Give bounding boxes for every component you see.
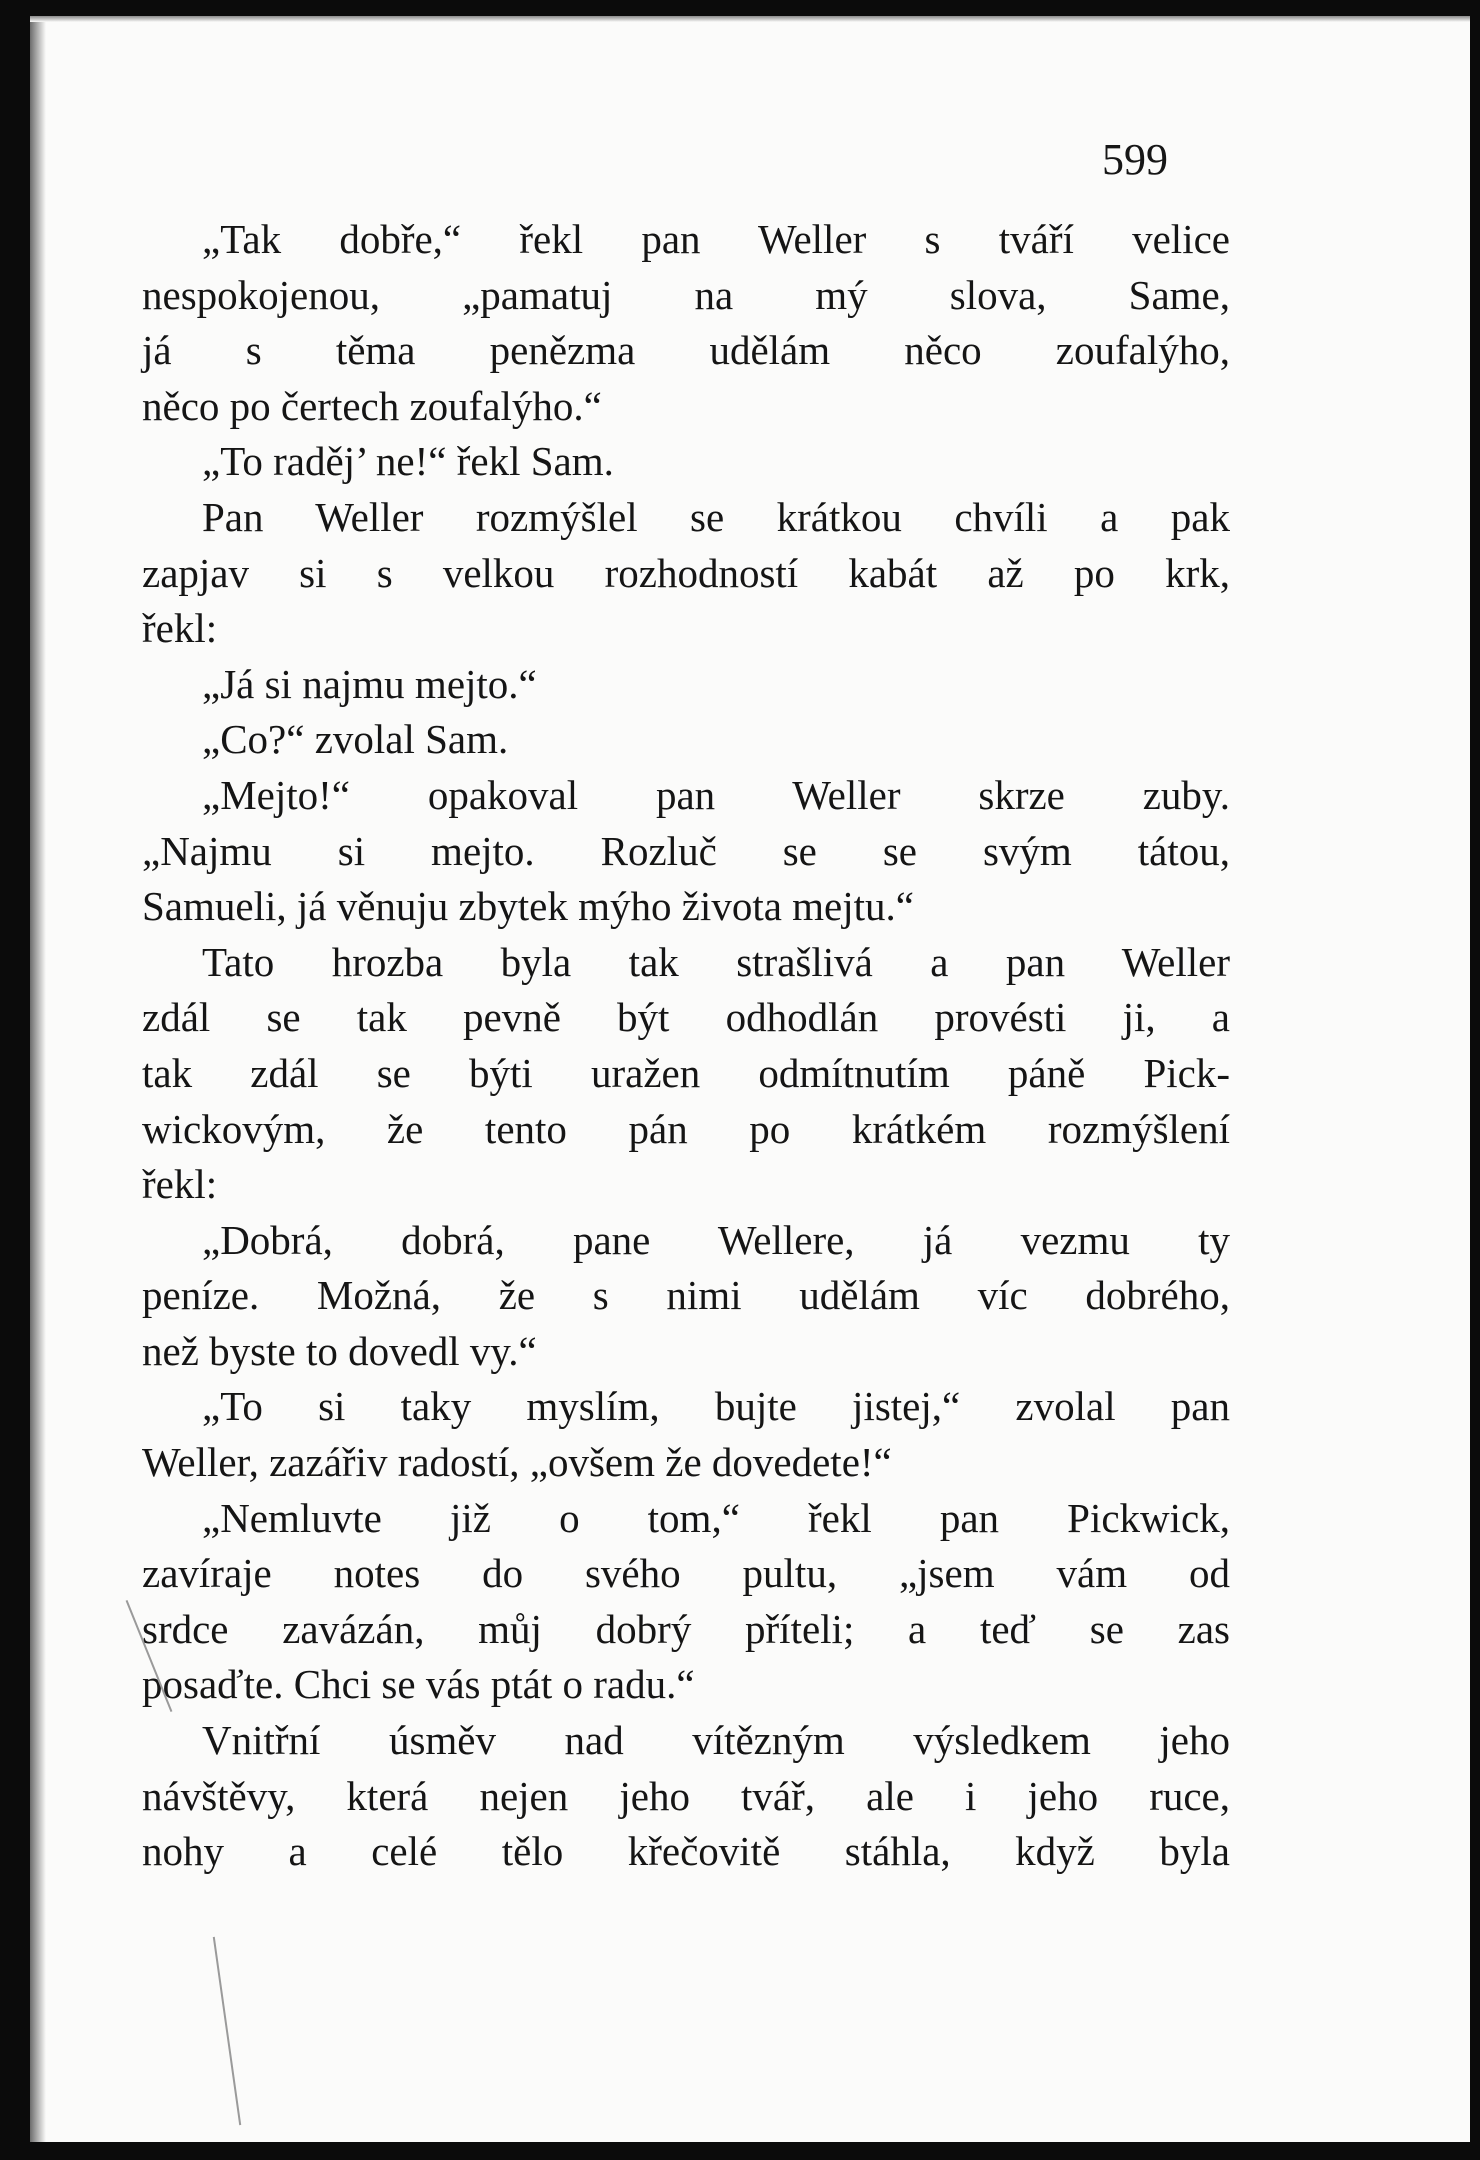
margin-pencil-mark	[213, 1937, 241, 2125]
text-line: Pan Weller rozmýšlel se krátkou chvíli a pak	[202, 493, 1230, 540]
text-line: „To raděj’ ne!“ řekl Sam.	[202, 438, 614, 485]
text-line: Samueli, já věnuju zbytek mýho života mejtu.“	[142, 883, 914, 930]
text-line: „Nemluvte již o tom,“ řekl pan Pickwick,	[202, 1494, 1230, 1541]
page-number: 599	[1102, 135, 1168, 184]
text-line: něco po čertech zoufalýho.“	[142, 382, 602, 429]
text-line: nohy a celé tělo křečovitě stáhla, když byla	[142, 1828, 1230, 1875]
text-line: „Dobrá, dobrá, pane Wellere, já vezmu ty	[202, 1216, 1230, 1263]
text-line: Vnitřní úsměv nad vítězným výsledkem jeho	[202, 1717, 1230, 1764]
text-line: peníze. Možná, že s nimi udělám víc dobrého,	[142, 1272, 1230, 1319]
text-line: „Co?“ zvolal Sam.	[202, 716, 509, 763]
text-line: „Mejto!“ opakoval pan Weller skrze zuby.	[202, 771, 1230, 818]
book-page	[30, 16, 1470, 2142]
text-line: srdce zavázán, můj dobrý příteli; a teď se zas	[142, 1605, 1230, 1652]
text-line: „Tak dobře,“ řekl pan Weller s tváří velice	[202, 216, 1230, 262]
text-line: řekl:	[142, 1161, 218, 1208]
text-line: zapjav si s velkou rozhodností kabát až po krk,	[142, 549, 1230, 596]
body-text	[142, 212, 1230, 1880]
text-line: posaďte. Chci se vás ptát o radu.“	[142, 1661, 695, 1708]
text-line: tak zdál se býti uražen odmítnutím páně Pick-	[142, 1049, 1230, 1096]
text-line: návštěvy, která nejen jeho tvář, ale i jeho ruce,	[142, 1772, 1230, 1819]
page-top-edge	[30, 16, 1470, 22]
text-line: nespokojenou, „pamatuj na mý slova, Same,	[142, 271, 1230, 318]
text-line: Weller, zazářiv radostí, „ovšem že dovedete!“	[142, 1439, 892, 1486]
text-line: než byste to dovedl vy.“	[142, 1327, 537, 1374]
page-gutter-shadow	[30, 16, 46, 2142]
text-line: řekl:	[142, 605, 218, 652]
text-line: „Najmu si mejto. Rozluč se se svým tátou,	[142, 827, 1230, 874]
text-line: „Já si najmu mejto.“	[202, 660, 537, 707]
text-line: zavíraje notes do svého pultu, „jsem vám od	[142, 1550, 1230, 1597]
text-line: Tato hrozba byla tak strašlivá a pan Weller	[202, 938, 1230, 985]
text-line: já s těma penězma udělám něco zoufalýho,	[142, 327, 1230, 374]
text-line: zdál se tak pevně být odhodlán provésti ji, a	[142, 994, 1230, 1041]
text-line: wickovým, že tento pán po krátkém rozmýšlení	[142, 1105, 1230, 1152]
text-line: „To si taky myslím, bujte jistej,“ zvolal pan	[202, 1383, 1230, 1430]
